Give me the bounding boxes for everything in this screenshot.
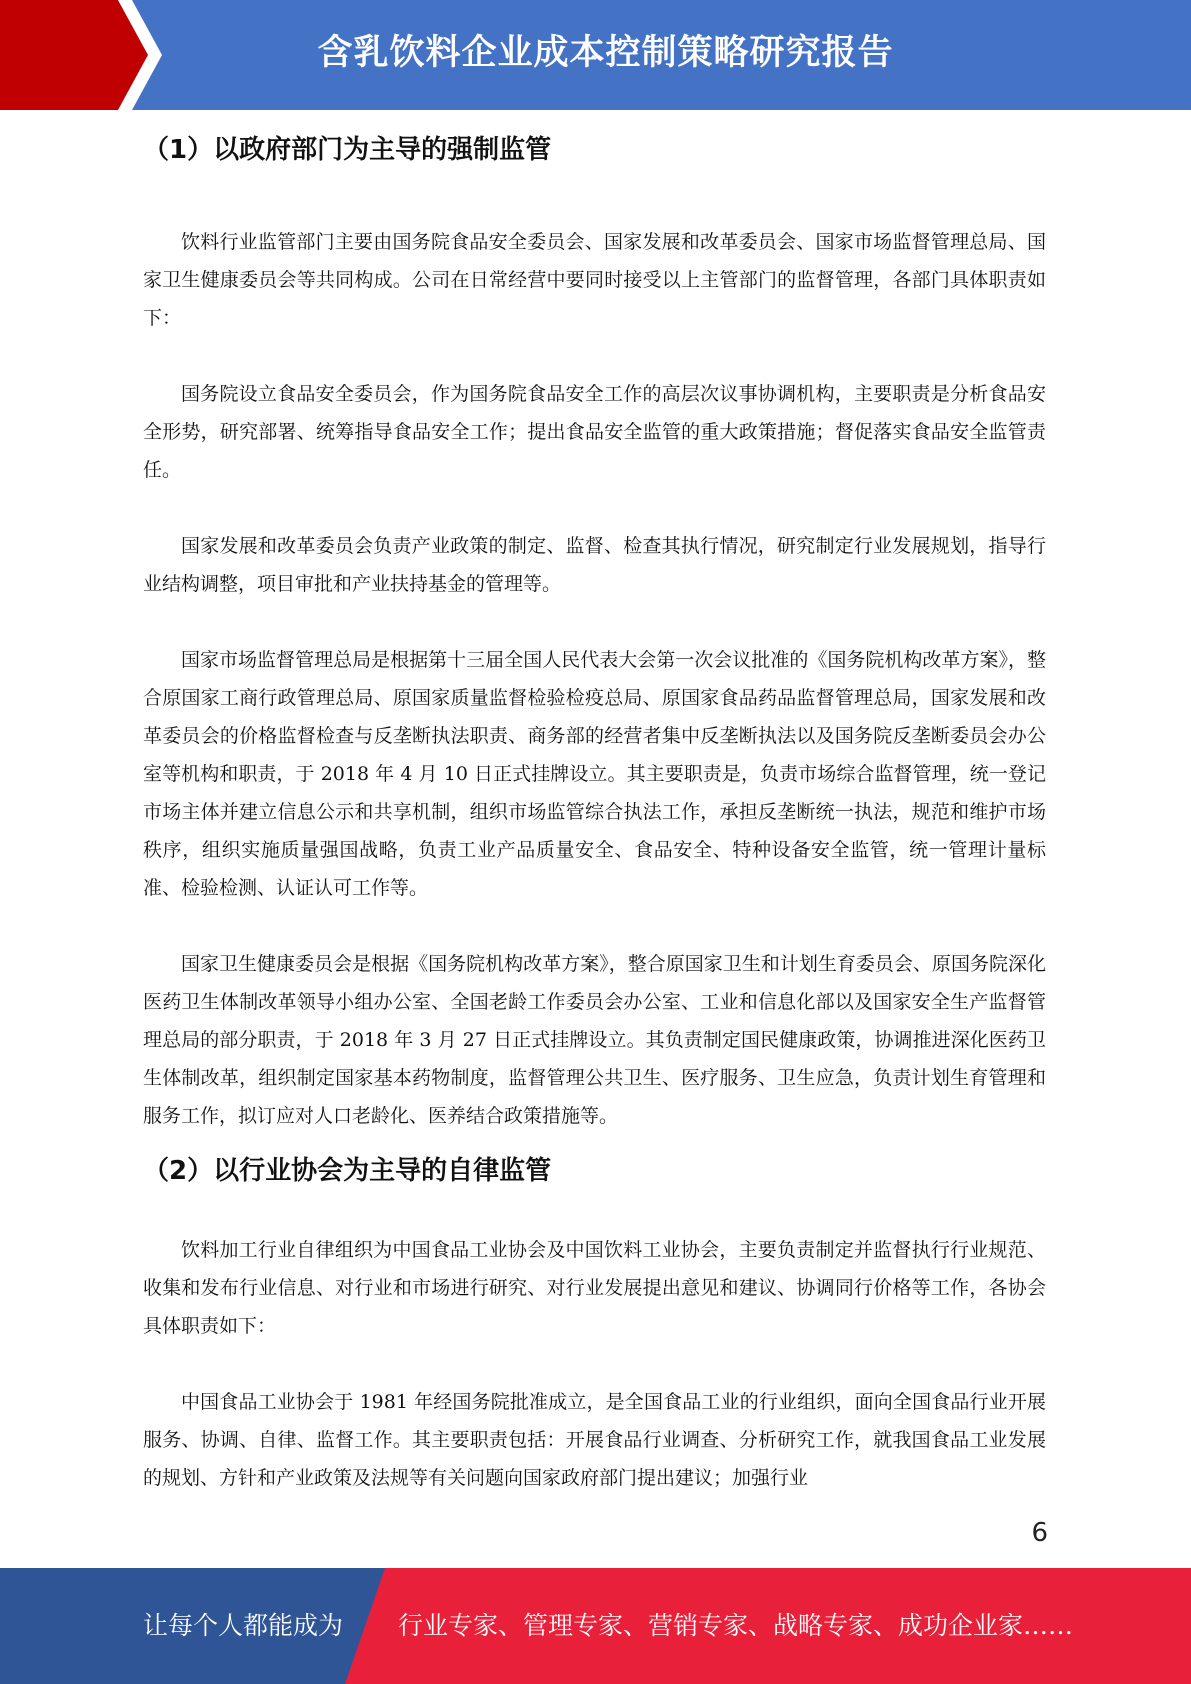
- report-title: 含乳饮料企业成本控制策略研究报告: [317, 33, 894, 73]
- section-heading-2: （2）以行业协会为主导的自律监管: [143, 1156, 552, 1186]
- page-number: 6: [1031, 1518, 1048, 1548]
- paragraph: 中国食品工业协会于 1981 年经国务院批准成立，是全国食品工业的行业组织，面向全国食品行业开展服务、协调、自律、监督工作。其主要职责包括：开展食品行业调查、分析研究工作，就我国食品工业发展的规划、方针和产业政策及法规等有关问题向国家政府部门提出建议；加强行业: [143, 1391, 1046, 1489]
- paragraph: 饮料加工行业自律组织为中国食品工业协会及中国饮料工业协会，主要负责制定并监督执行行业规范、收集和发布行业信息、对行业和市场进行研究、对行业发展提出意见和建议、协调同行价格等工作，各协会具体职责如下：: [143, 1239, 1046, 1337]
- document-body: [143, 128, 1046, 1497]
- footer-slogan-left: 让每个人都能成为: [143, 1611, 344, 1640]
- section-heading-1: （1）以政府部门为主导的强制监管: [143, 135, 552, 165]
- paragraph: 国家市场监督管理总局是根据第十三届全国人民代表大会第一次会议批准的《国务院机构改革方案》，整合原国家工商行政管理总局、原国家质量监督检验检疫总局、原国家食品药品监督管理总局，国家发展和改革委员会的价格监督检查与反垄断执法职责、商务部的经营者集中反垄断执法以及国务院反垄断委员会办公室等机构和职责，于 2018 年 4 月 10 日正式挂牌设立。其主要职责是，负责市场综合监督管理，统一登记市场主体并建立信息公示和共享机制，组织市场监管综合执法工作，承担反垄断统一执法，规范和维护市场秩序，组织实施质量强国战略，负责工业产品质量安全、食品安全、特种设备安全监管，统一管理计量标准、检验检测、认证认可工作等。: [143, 649, 1046, 899]
- paragraph: 饮料行业监管部门主要由国务院食品安全委员会、国家发展和改革委员会、国家市场监督管理总局、国家卫生健康委员会等共同构成。公司在日常经营中要同时接受以上主管部门的监督管理，各部门具体职责如下：: [143, 231, 1046, 329]
- paragraph: 国务院设立食品安全委员会，作为国务院食品安全工作的高层次议事协调机构，主要职责是分析食品安全形势，研究部署、统筹指导食品安全工作；提出食品安全监管的重大政策措施；督促落实食品安全监管责任。: [143, 383, 1046, 481]
- page-footer: [0, 1568, 1191, 1684]
- page-header: [0, 0, 1191, 110]
- footer-slogan-right: 行业专家、管理专家、营销专家、战略专家、成功企业家……: [398, 1611, 1074, 1640]
- paragraph: 国家发展和改革委员会负责产业政策的制定、监督、检查其执行情况，研究制定行业发展规划，指导行业结构调整，项目审批和产业扶持基金的管理等。: [143, 535, 1046, 595]
- paragraph: 国家卫生健康委员会是根据《国务院机构改革方案》，整合原国家卫生和计划生育委员会、原国务院深化医药卫生体制改革领导小组办公室、全国老龄工作委员会办公室、工业和信息化部以及国家安全生产监督管理总局的部分职责，于 2018 年 3 月 27 日正式挂牌设立。其负责制定国民健康政策，协调推进深化医药卫生体制改革，组织制定国家基本药物制度，监督管理公共卫生、医疗服务、卫生应急，负责计划生育管理和服务工作，拟订应对人口老龄化、医养结合政策措施等。: [143, 953, 1046, 1127]
